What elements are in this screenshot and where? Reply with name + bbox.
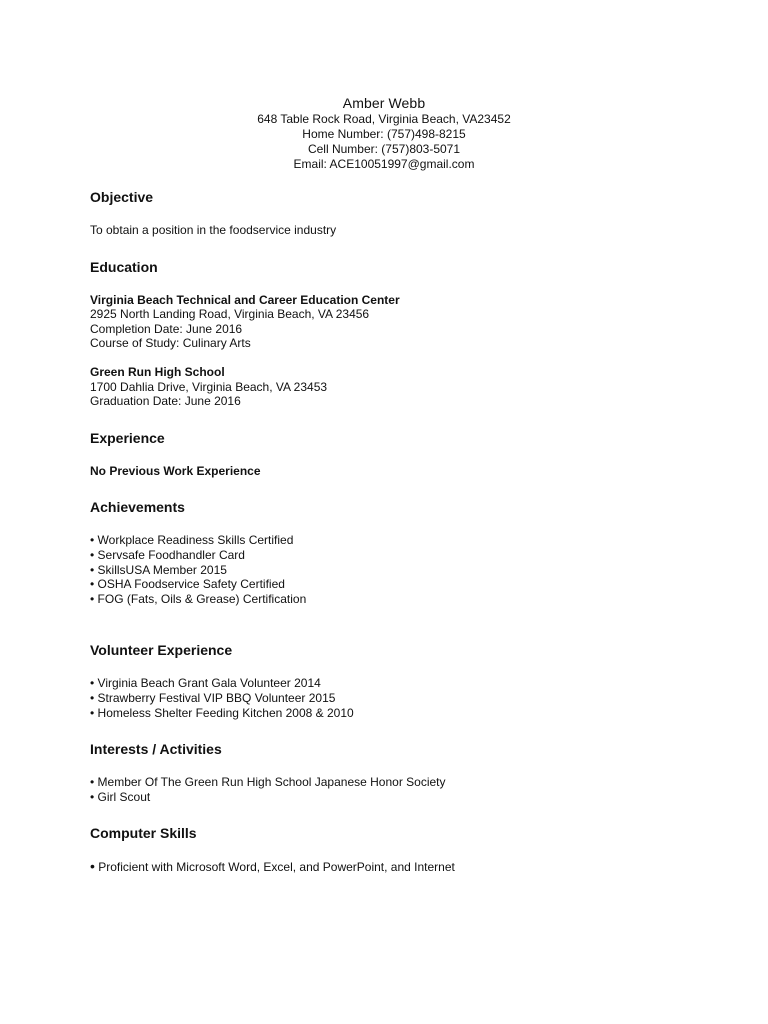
school-entry bbox=[90, 293, 690, 351]
school-course: Course of Study: Culinary Arts bbox=[90, 336, 251, 351]
achievements-heading: Achievements bbox=[90, 499, 185, 516]
list-item: • Virginia Beach Grant Gala Volunteer 2014 bbox=[90, 676, 321, 691]
school-address: 1700 Dahlia Drive, Virginia Beach, VA 23453 bbox=[90, 379, 328, 394]
computer-skills-section bbox=[90, 824, 690, 875]
bullet-icon: • bbox=[90, 858, 95, 875]
email-line: Email: ACE10051997@gmail.com bbox=[293, 157, 475, 171]
volunteer-heading: Volunteer Experience bbox=[90, 642, 233, 659]
list-item-text: Proficient with Microsoft Word, Excel, and PowerPoint, and Internet bbox=[98, 860, 455, 875]
school-name: Green Run High School bbox=[90, 364, 225, 379]
school-entry bbox=[90, 365, 690, 409]
school-date: Graduation Date: June 2016 bbox=[90, 394, 241, 409]
list-item: • Girl Scout bbox=[90, 789, 151, 804]
school-name: Virginia Beach Technical and Career Education Center bbox=[90, 292, 400, 307]
computer-skills-heading: Computer Skills bbox=[90, 825, 197, 842]
education-heading: Education bbox=[90, 258, 158, 275]
cell-phone-line: Cell Number: (757)803-5071 bbox=[307, 142, 461, 156]
achievements-section bbox=[90, 498, 690, 606]
list-item: • FOG (Fats, Oils & Grease) Certification bbox=[90, 591, 307, 606]
applicant-name: Amber Webb bbox=[342, 95, 426, 111]
experience-text: No Previous Work Experience bbox=[90, 463, 261, 478]
objective-section bbox=[90, 188, 690, 238]
resume-header bbox=[0, 94, 768, 172]
experience-heading: Experience bbox=[90, 429, 165, 446]
interests-section bbox=[90, 740, 690, 804]
list-item bbox=[90, 859, 690, 875]
list-item: • Homeless Shelter Feeding Kitchen 2008 & 2010 bbox=[90, 705, 354, 720]
home-phone-line: Home Number: (757)498-8215 bbox=[302, 127, 466, 141]
volunteer-section bbox=[90, 641, 690, 720]
list-item: • OSHA Foodservice Safety Certified bbox=[90, 577, 285, 592]
address-line: 648 Table Rock Road, Virginia Beach, VA23452 bbox=[257, 112, 511, 126]
school-address: 2925 North Landing Road, Virginia Beach, VA 23456 bbox=[90, 307, 370, 322]
list-item: • Workplace Readiness Skills Certified bbox=[90, 533, 294, 548]
school-date: Completion Date: June 2016 bbox=[90, 321, 243, 336]
objective-heading: Objective bbox=[90, 189, 154, 205]
objective-text: To obtain a position in the foodservice industry bbox=[90, 223, 337, 237]
list-item: • Strawberry Festival VIP BBQ Volunteer 2015 bbox=[90, 690, 336, 705]
list-item: • SkillsUSA Member 2015 bbox=[90, 562, 227, 577]
education-section bbox=[90, 258, 690, 409]
list-item: • Member Of The Green Run High School Japanese Honor Society bbox=[90, 775, 446, 790]
resume-body bbox=[90, 188, 690, 875]
experience-section bbox=[90, 429, 690, 479]
interests-heading: Interests / Activities bbox=[90, 741, 222, 758]
list-item: • Servsafe Foodhandler Card bbox=[90, 547, 245, 562]
